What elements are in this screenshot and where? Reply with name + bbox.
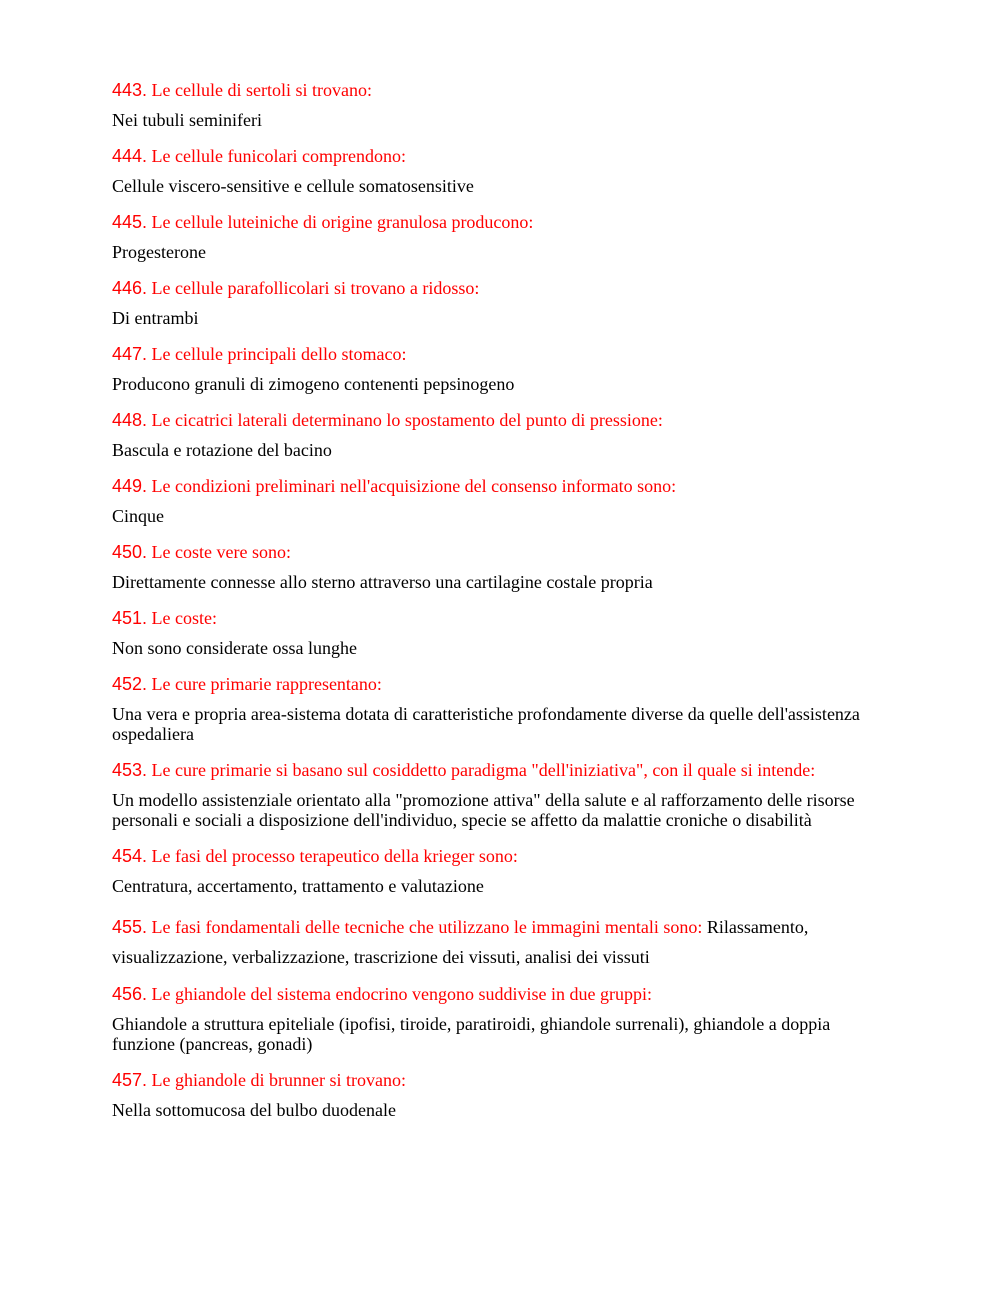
question-454 bbox=[112, 846, 882, 866]
question-number: 455. bbox=[112, 917, 148, 937]
question-444 bbox=[112, 146, 882, 166]
answer-447: Producono granuli di zimogeno contenenti pepsinogeno bbox=[112, 374, 515, 394]
question-451 bbox=[112, 608, 882, 628]
question-445 bbox=[112, 212, 882, 232]
question-text: Le cellule parafollicolari si trovano a ridosso: bbox=[147, 278, 480, 298]
question-text: Le condizioni preliminari nell'acquisizione del consenso informato sono: bbox=[147, 476, 677, 496]
question-number: 443. bbox=[112, 80, 148, 100]
question-453 bbox=[112, 760, 882, 780]
question-text: Le ghiandole di brunner si trovano: bbox=[147, 1070, 406, 1090]
answer-452: Una vera e propria area-sistema dotata di caratteristiche profondamente diverse da quelle dell'assistenza ospedaliera bbox=[112, 704, 860, 744]
question-number: 446. bbox=[112, 278, 148, 298]
question-number: 447. bbox=[112, 344, 148, 364]
question-455 bbox=[112, 912, 882, 972]
question-text: Le cellule luteiniche di origine granulosa producono: bbox=[147, 212, 534, 232]
answer-453: Un modello assistenziale orientato alla "promozione attiva" della salute e al rafforzamento delle risorse personali e sociali a disposizione dell'individuo, specie se affetto da malattie croniche o disabilità bbox=[112, 790, 855, 830]
question-text: Le fasi fondamentali delle tecniche che utilizzano le immagini mentali sono: bbox=[147, 917, 703, 937]
question-number: 457. bbox=[112, 1070, 148, 1090]
answer-456: Ghiandole a struttura epiteliale (ipofisi, tiroide, paratiroidi, ghiandole surrenali), ghiandole a doppia funzione (pancreas, gonadi) bbox=[112, 1014, 831, 1054]
question-number: 449. bbox=[112, 476, 148, 496]
question-text: Le cellule funicolari comprendono: bbox=[147, 146, 406, 166]
answer-449: Cinque bbox=[112, 506, 164, 526]
question-text: Le cicatrici laterali determinano lo spostamento del punto di pressione: bbox=[147, 410, 663, 430]
question-number: 444. bbox=[112, 146, 148, 166]
question-457 bbox=[112, 1070, 882, 1090]
answer-455: Rilassamento, visualizzazione, verbalizzazione, trascrizione dei vissuti, analisi dei vissuti bbox=[112, 917, 809, 967]
question-443 bbox=[112, 80, 882, 100]
question-text: Le cure primarie si basano sul cosiddetto paradigma "dell'iniziativa", con il quale si intende: bbox=[147, 760, 816, 780]
answer-457: Nella sottomucosa del bulbo duodenale bbox=[112, 1100, 396, 1120]
question-number: 456. bbox=[112, 984, 148, 1004]
answer-446: Di entrambi bbox=[112, 308, 199, 328]
question-text: Le coste: bbox=[147, 608, 218, 628]
question-number: 451. bbox=[112, 608, 148, 628]
question-text: Le cellule di sertoli si trovano: bbox=[147, 80, 372, 100]
question-number: 452. bbox=[112, 674, 148, 694]
question-text: Le cellule principali dello stomaco: bbox=[147, 344, 407, 364]
question-number: 454. bbox=[112, 846, 148, 866]
question-number: 450. bbox=[112, 542, 148, 562]
answer-443: Nei tubuli seminiferi bbox=[112, 110, 262, 130]
question-number: 448. bbox=[112, 410, 148, 430]
answer-450: Direttamente connesse allo sterno attraverso una cartilagine costale propria bbox=[112, 572, 653, 592]
question-448 bbox=[112, 410, 882, 430]
question-446 bbox=[112, 278, 882, 298]
answer-444: Cellule viscero-sensitive e cellule somatosensitive bbox=[112, 176, 474, 196]
answer-454: Centratura, accertamento, trattamento e valutazione bbox=[112, 876, 484, 896]
answer-448: Bascula e rotazione del bacino bbox=[112, 440, 332, 460]
question-number: 453. bbox=[112, 760, 148, 780]
question-text: Le ghiandole del sistema endocrino vengono suddivise in due gruppi: bbox=[147, 984, 652, 1004]
question-447 bbox=[112, 344, 882, 364]
question-number: 445. bbox=[112, 212, 148, 232]
question-450 bbox=[112, 542, 882, 562]
question-456 bbox=[112, 984, 882, 1004]
question-449 bbox=[112, 476, 882, 496]
document-page bbox=[112, 80, 882, 1136]
question-text: Le coste vere sono: bbox=[147, 542, 291, 562]
question-text: Le fasi del processo terapeutico della krieger sono: bbox=[147, 846, 518, 866]
answer-451: Non sono considerate ossa lunghe bbox=[112, 638, 357, 658]
answer-445: Progesterone bbox=[112, 242, 206, 262]
question-text: Le cure primarie rappresentano: bbox=[147, 674, 382, 694]
question-452 bbox=[112, 674, 882, 694]
